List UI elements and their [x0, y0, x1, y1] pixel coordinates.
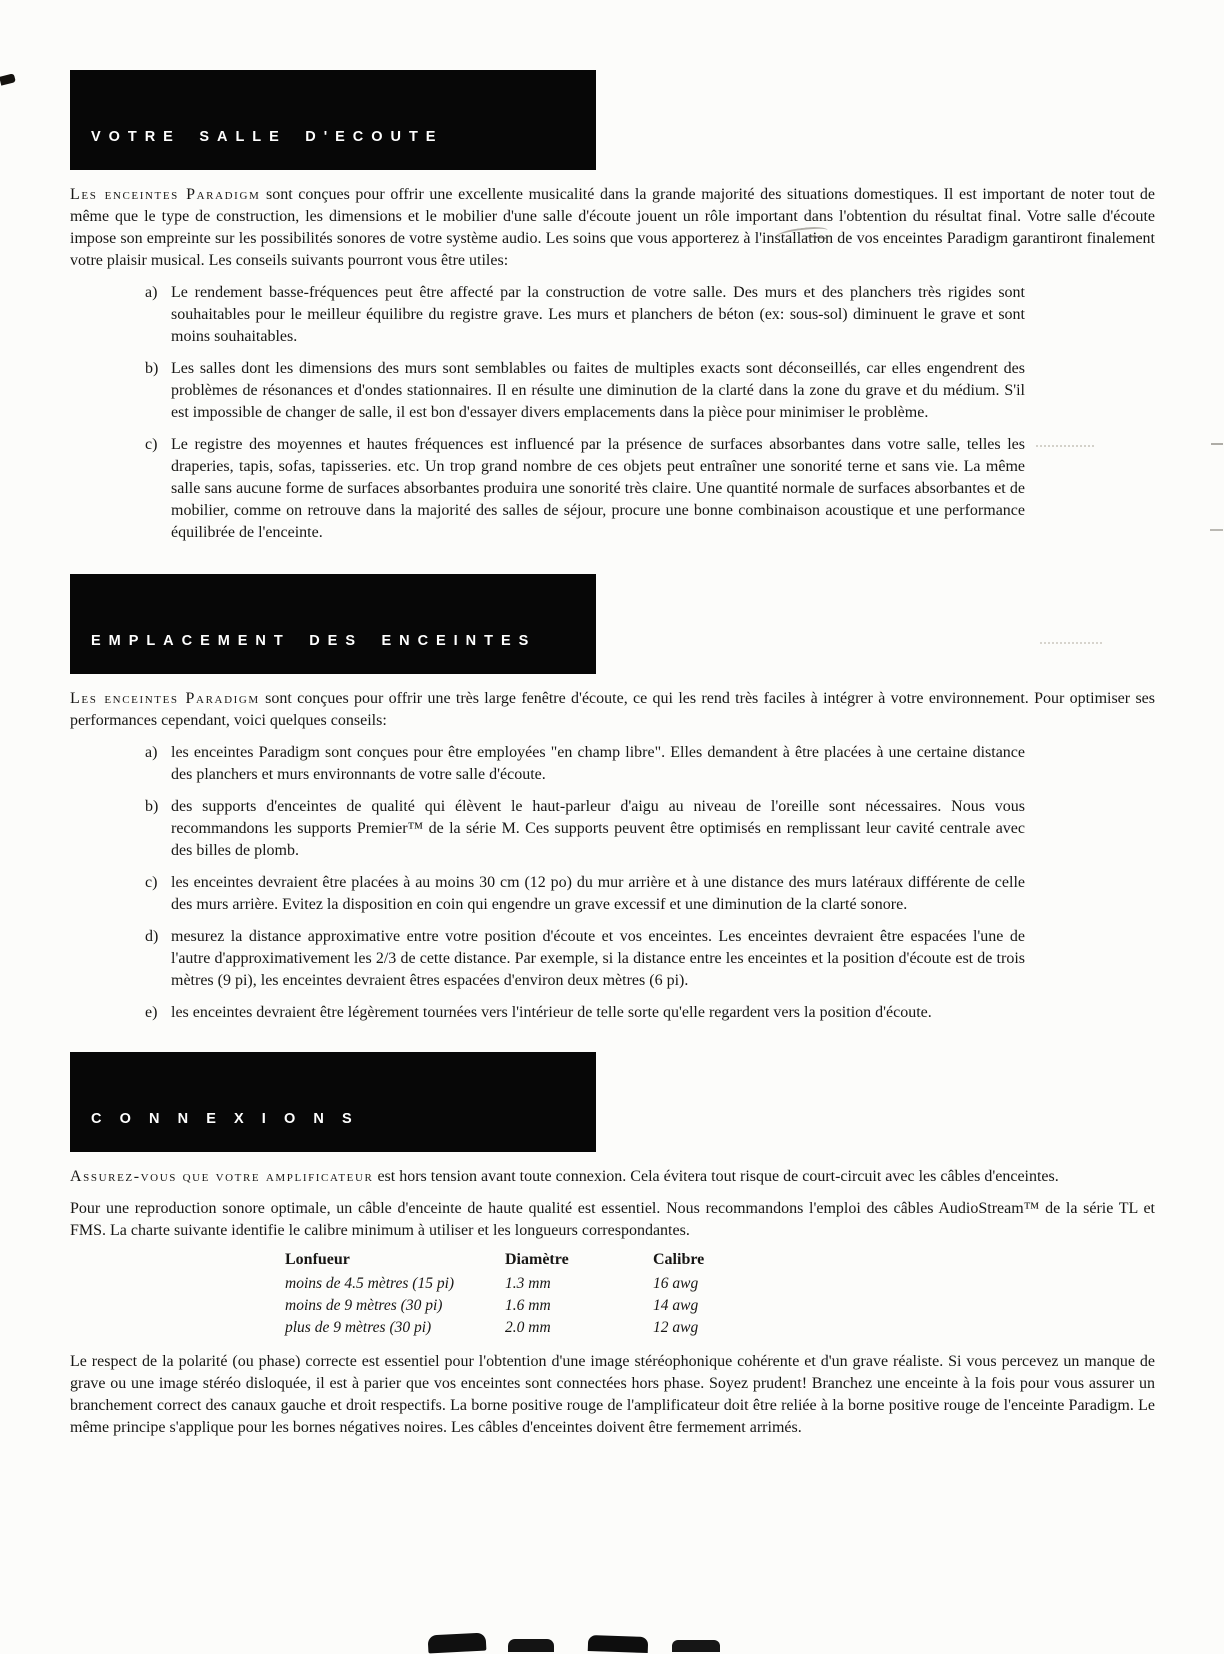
intro-text: sont conçues pour offrir une excellente musicalité dans la grande majorité des situations domestiques. Il est important de noter tout de même que le type de construction, les dimensions et le mobilier d'une salle d'écoute jouent un rôle important dans l'obtention du résultat final. Votre salle d'écoute impose son empreinte sur les possibilités sonores de votre système audio. Les soins que vous apporterez à l'installation de vos enceintes Paradigm garantiront finalement votre plaisir musical. Les conseils suivants pourront vous être utiles:: [70, 186, 1155, 269]
cable-gauge-table-wrap: [285, 1250, 1155, 1339]
section-intro: [70, 688, 1155, 732]
list-item-label: d): [145, 928, 159, 945]
list-item-label: b): [145, 798, 159, 815]
list-item-label: c): [145, 874, 158, 891]
list-item: [145, 872, 1025, 916]
polarity-paragraph: Le respect de la polarité (ou phase) correcte est essentiel pour l'obtention d'une image stéréophonique cohérente et d'un grave réaliste. Si vous percevez un manque de grave ou une image stéréo disloquée, il est à parier que vos enceintes sont connectées hors phase. Soyez prudent! Branchez une enceinte à la fois pour vous assurer un branchement correct des canaux gauche et droit respectifs. La borne positive rouge de l'amplificateur doit être reliée à la borne positive rouge de l'enceinte Paradigm. Le même principe s'applique pour les bornes négatives noires. Les câbles d'enceintes doivent être fermement arrimés.: [70, 1353, 1155, 1436]
list-item-label: b): [145, 360, 159, 377]
list-item-label: a): [145, 284, 158, 301]
table-cell: 16 awg: [653, 1275, 699, 1292]
banner-title: CONNEXIONS: [91, 1111, 370, 1127]
intro-lead: Les enceintes Paradigm: [70, 186, 261, 203]
list-item-text: Le rendement basse-fréquences peut être affecté par la construction de votre salle. Des murs et des planchers très rigides sont souhaitables pour le meilleur équilibre du registre grave. Les murs et planchers de béton (ex: sous-sol) diminuent le grave et sont moins souhaitables.: [171, 284, 1025, 345]
list-item: [145, 358, 1025, 424]
section-connexions: [70, 1052, 1155, 1439]
list-item: [145, 926, 1025, 992]
table-header-length: Lonfueur: [285, 1251, 350, 1268]
table-header-diameter: Diamètre: [505, 1251, 569, 1268]
section-votre-salle-decoute: [70, 70, 1155, 544]
table-cell: 2.0 mm: [505, 1319, 551, 1336]
section-banner-connexions: [70, 1052, 596, 1152]
warning-lead: Assurez-vous que votre amplificateur: [70, 1168, 374, 1185]
list-item: [145, 434, 1025, 544]
banner-title: VOTRE SALLE D'ECOUTE: [91, 129, 444, 145]
list-item-label: e): [145, 1004, 158, 1021]
section-banner-emplacement: [70, 574, 596, 674]
list-item-text: mesurez la distance approximative entre votre position d'écoute et vos enceintes. Les enceintes devraient être espacées l'une de l'autre d'approximativement les 2/3 de cette distance. Par exemple, si la distance entre les enceintes et la position d'écoute est de trois mètres (9 pi), les enceintes devraient êtres espacées d'environ deux mètres (6 pi).: [171, 928, 1025, 989]
scan-artifact-bottom-blob: [428, 1632, 487, 1653]
warning-paragraph: [70, 1166, 1155, 1188]
table-cell: 1.3 mm: [505, 1275, 551, 1292]
list-item-text: les enceintes Paradigm sont conçues pour être employées "en champ libre". Elles demandent à être placées à une certaine distance des planchers et murs environnants de votre salle d'écoute.: [171, 744, 1025, 783]
scan-artifact-bottom-blob: [508, 1639, 554, 1652]
table-cell: 1.6 mm: [505, 1297, 551, 1314]
section-intro: [70, 184, 1155, 272]
list-item-label: c): [145, 436, 158, 453]
table-header-gauge: Calibre: [653, 1251, 705, 1268]
warning-text: est hors tension avant toute connexion. Cela évitera tout risque de court-circuit avec les câbles d'enceintes.: [373, 1168, 1059, 1185]
advice-list: [145, 742, 1025, 1024]
table-row: [285, 1273, 763, 1295]
table-cell: 12 awg: [653, 1319, 699, 1336]
table-row: [285, 1295, 763, 1317]
table-cell: 14 awg: [653, 1297, 699, 1314]
scan-artifact-bottom-blob: [672, 1640, 720, 1652]
section-emplacement-enceintes: [70, 574, 1155, 1024]
list-item-text: Les salles dont les dimensions des murs sont semblables ou faites de multiples exacts sont déconseillés, car elles engendrent des problèmes de résonances et d'ondes stationnaires. Il en résulte une diminution de la clarté dans la zone du grave et du médium. S'il est impossible de changer de salle, il est bon d'essayer divers emplacements dans la pièce pour minimiser le problème.: [171, 360, 1025, 421]
list-item-text: les enceintes devraient être placées à au moins 30 cm (12 po) du mur arrière et à une distance des murs latéraux différente de celle des murs arrière. Evitez la disposition en coin qui engendre un grave excessif et une diminution de la clarté sonore.: [171, 874, 1025, 913]
scan-artifact-bottom-blob: [588, 1635, 649, 1653]
table-cell: moins de 4.5 mètres (15 pi): [285, 1275, 455, 1292]
table-cell: plus de 9 mètres (30 pi): [285, 1319, 432, 1336]
list-item-text: Le registre des moyennes et hautes fréquences est influencé par la présence de surfaces absorbantes dans votre salle, telles les draperies, tapis, sofas, tapisseries. etc. Un trop grand nombre de ces objets peut entraîner une sonorité terne et sans vie. La même salle sans aucune forme de surfaces absorbantes produira une sonorité très claire. Une quantité normale de surfaces absorbantes et de mobilier, comme on retrouve dans la majorité des salles de séjour, procure une bonne combinaison acoustique et une performance équilibrée de l'enceinte.: [171, 436, 1025, 541]
list-item-text: les enceintes devraient être légèrement tournées vers l'intérieur de telle sorte qu'elle regardent vers la position d'écoute.: [171, 1004, 932, 1021]
list-item-label: a): [145, 744, 158, 761]
table-row: [285, 1317, 763, 1339]
cable-paragraph: Pour une reproduction sonore optimale, un câble d'enceinte de haute qualité est essentiel. Nous recommandons l'emploi des câbles AudioStream™ de la série TL et FMS. La charte suivante identifie le calibre minimum à utiliser et les longueurs correspondantes.: [70, 1200, 1155, 1239]
scanned-manual-page: [0, 70, 1224, 1650]
document-page: [0, 70, 1224, 1439]
section-banner-votre-salle: [70, 70, 596, 170]
list-item: [145, 796, 1025, 862]
list-item: [145, 1002, 1025, 1024]
intro-lead: Les enceintes Paradigm: [70, 690, 260, 707]
intro-text: sont conçues pour offrir une très large fenêtre d'écoute, ce qui les rend très faciles à intégrer à votre environnement. Pour optimiser ses performances cependant, voici quelques conseils:: [70, 690, 1155, 729]
cable-gauge-table: [285, 1250, 763, 1339]
table-cell: moins de 9 mètres (30 pi): [285, 1297, 443, 1314]
banner-title: EMPLACEMENT DES ENCEINTES: [91, 633, 537, 649]
list-item: [145, 282, 1025, 348]
list-item-text: des supports d'enceintes de qualité qui élèvent le haut-parleur d'aigu au niveau de l'oreille sont nécessaires. Nous vous recommandons les supports Premier™ de la série M. Ces supports peuvent être optimisés en remplissant leur cavité centrale avec des billes de plomb.: [171, 798, 1025, 859]
list-item: [145, 742, 1025, 786]
table-header-row: [285, 1250, 763, 1273]
advice-list: [145, 282, 1025, 544]
